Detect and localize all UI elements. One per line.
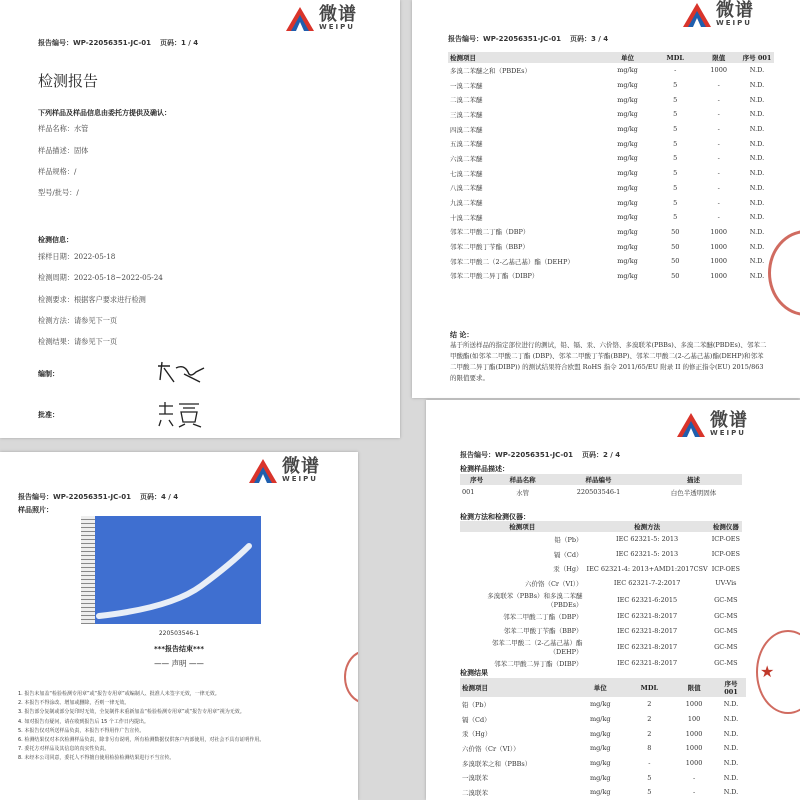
confirm-note: 下列样品及样品信息由委托方提供及确认： xyxy=(38,109,171,117)
cell: N.D. xyxy=(749,213,765,222)
cell: 5 xyxy=(673,198,678,207)
sample-photo xyxy=(81,516,261,624)
cell: IEC 62321-8:2017 xyxy=(617,626,678,635)
cell: - xyxy=(717,139,720,148)
cell: IEC 62321-7-2:2017 xyxy=(613,579,681,588)
col-mdl: MDL xyxy=(653,52,697,63)
table-row xyxy=(448,195,774,210)
cell: 镉（Cd） xyxy=(553,550,583,559)
col-no: 序号 xyxy=(460,474,493,485)
table-row xyxy=(460,726,746,741)
col-name: 样品名称 xyxy=(493,474,552,485)
method-heading: 检测方法和检测仪器： xyxy=(460,513,530,521)
cell: mg/kg xyxy=(617,227,638,236)
conclusion-label: 结 论： xyxy=(450,331,474,339)
cell: - xyxy=(717,154,720,163)
test-requirement: 检测要求：根据客户要求进行检测 xyxy=(38,295,146,304)
cell: IEC 62321-6:2015 xyxy=(617,595,678,604)
cell: mg/kg xyxy=(589,773,611,782)
cell: N.D. xyxy=(749,81,765,90)
report-header xyxy=(448,34,608,44)
cell: 十溴二苯醚 xyxy=(450,213,483,222)
weipu-logo xyxy=(682,2,754,28)
cell: 二溴二苯醚 xyxy=(450,96,483,105)
report-header xyxy=(18,492,178,502)
cell: 1000 xyxy=(710,271,727,280)
weipu-logo-icon xyxy=(682,2,712,28)
cell: N.D. xyxy=(749,257,765,266)
method-table xyxy=(460,521,742,671)
logo-en: WEIPU xyxy=(282,475,318,483)
cell: 220503546-1 xyxy=(576,488,621,497)
col-sample: 序号 001 xyxy=(716,678,746,697)
table-row xyxy=(460,656,742,671)
logo-cn: 微谱 xyxy=(716,0,754,21)
cell: 50 xyxy=(671,257,680,266)
table-row xyxy=(448,92,774,107)
col-sample: 序号 001 xyxy=(740,52,774,63)
cell: mg/kg xyxy=(617,110,638,119)
cell: mg/kg xyxy=(617,81,638,90)
statement-note: 8. 未经本公司同意，委托人不得擅自使用检验检测结果进行不当宣传。 xyxy=(18,755,175,762)
cell: 50 xyxy=(671,227,680,236)
cell: UV-Vis xyxy=(715,579,737,588)
cell: 1000 xyxy=(710,66,727,75)
cell: mg/kg xyxy=(617,183,638,192)
cell: IEC 62321-8:2017 xyxy=(617,643,678,652)
cell: 5 xyxy=(673,110,678,119)
cell: GC-MS xyxy=(714,659,738,668)
report-number: 报告编号：WP-22056351-JC-01 xyxy=(38,39,152,47)
cell: N.D. xyxy=(749,154,765,163)
cell: 铅（Pb） xyxy=(462,700,491,709)
cell: ICP-OES xyxy=(711,564,740,573)
cell: 1000 xyxy=(710,257,727,266)
cell: N.D. xyxy=(749,271,765,280)
sampling-date: 採样日期：2022-05-18 xyxy=(38,252,116,261)
sample-heading: 检测样品描述： xyxy=(460,465,509,473)
cell: 5 xyxy=(673,169,678,178)
cell: mg/kg xyxy=(589,744,611,753)
results-table-pbde xyxy=(448,52,774,283)
report-number: 报告编号：WP-22056351-JC-01 xyxy=(460,451,574,459)
statement-note: 3. 报告部分复制或部分复印时无效，全复制件未重新加盖“检验检测专用章”或“报告专用章”视为无效。 xyxy=(18,709,245,716)
cell: N.D. xyxy=(723,773,739,782)
page-title: 检测报告 xyxy=(38,72,99,90)
col-item: 检测项目 xyxy=(460,678,574,697)
cell: 汞（Hg） xyxy=(462,730,492,739)
cell: GC-MS xyxy=(714,643,738,652)
cell: IEC 62321-4: 2013+AMD1:2017CSV xyxy=(586,564,708,573)
cell: mg/kg xyxy=(617,271,638,280)
cell: 2 xyxy=(647,729,652,738)
test-period: 检测周期：2022-05-18~2022-05-24 xyxy=(38,273,163,282)
table-row xyxy=(460,485,742,500)
model-batch: 型号/批号：/ xyxy=(38,188,79,197)
weipu-logo xyxy=(248,458,320,484)
table-row xyxy=(448,122,774,137)
cell: 1000 xyxy=(710,242,727,251)
cell: 邻苯二甲酸二（2-乙基己基）酯（DEHP） xyxy=(450,257,574,266)
table-row xyxy=(460,741,746,756)
tube-image xyxy=(81,516,261,624)
cell: 50 xyxy=(671,271,680,280)
weipu-logo-icon xyxy=(285,6,315,32)
test-result: 检测结果：请参见下一页 xyxy=(38,337,118,346)
cell: 五溴二苯醚 xyxy=(450,140,483,149)
cell: mg/kg xyxy=(617,154,638,163)
cell: 邻苯二甲酸二丁酯（DBP） xyxy=(450,228,530,237)
report-header xyxy=(460,450,620,460)
statement-note: 2. 本报告不得涂改、增加或删除，否则一律无效。 xyxy=(18,700,130,707)
info-heading: 检测信息： xyxy=(38,236,73,244)
weipu-logo-icon xyxy=(676,412,706,438)
table-row xyxy=(460,561,742,576)
cell: 5 xyxy=(673,154,678,163)
cell: 邻苯二甲酸丁苄酯（BBP） xyxy=(503,627,583,636)
col-method: 检测方法 xyxy=(585,521,710,532)
cell: mg/kg xyxy=(617,95,638,104)
col-unit: 单位 xyxy=(602,52,653,63)
cell: - xyxy=(648,759,651,768)
cell: N.D. xyxy=(749,110,765,119)
table-row xyxy=(448,166,774,181)
report-number: 报告编号：WP-22056351-JC-01 xyxy=(18,493,132,501)
cell: 5 xyxy=(647,788,652,797)
cell: - xyxy=(674,66,677,75)
table-row xyxy=(448,78,774,93)
cell: 一溴联苯 xyxy=(462,774,488,783)
table-header-row xyxy=(460,474,742,485)
col-limit: 限值 xyxy=(672,678,716,697)
table-row xyxy=(460,697,746,712)
table-row xyxy=(448,151,774,166)
table-row xyxy=(448,136,774,151)
cell: 5 xyxy=(673,183,678,192)
page-number: 页码：3 / 4 xyxy=(569,35,609,43)
cell: N.D. xyxy=(723,700,739,709)
page-number: 页码：4 / 4 xyxy=(139,493,179,501)
cell: 四溴二苯醚 xyxy=(450,125,483,134)
table-row xyxy=(460,609,742,624)
cell: N.D. xyxy=(749,198,765,207)
cell: - xyxy=(717,169,720,178)
statement-notes xyxy=(18,690,338,764)
cell: 六溴二苯醚 xyxy=(450,154,483,163)
cell: - xyxy=(692,788,696,797)
cell: 邻苯二甲酸二（2-乙基己基）酯（DEHP） xyxy=(491,639,583,657)
table-row xyxy=(460,623,742,638)
logo-en: WEIPU xyxy=(710,429,746,437)
cell: N.D. xyxy=(723,715,739,724)
cell: N.D. xyxy=(749,227,765,236)
cell: 100 xyxy=(687,715,701,724)
cell: 1000 xyxy=(710,227,727,236)
cell: 九溴二苯醚 xyxy=(450,199,483,208)
report-number: 报告编号：WP-22056351-JC-01 xyxy=(448,35,562,43)
cell: 白色半透明固体 xyxy=(670,488,717,497)
cell: 一溴二苯醚 xyxy=(450,81,483,90)
cell: IEC 62321-8:2017 xyxy=(617,659,678,668)
cell: 5 xyxy=(673,139,678,148)
cell: 1000 xyxy=(685,700,703,709)
cell: 5 xyxy=(673,95,678,104)
cell: 邻苯二甲酸二异丁酯（DIBP） xyxy=(450,272,539,281)
col-mdl: MDL xyxy=(627,678,673,697)
report-header xyxy=(38,38,198,48)
cell: N.D. xyxy=(723,744,739,753)
cell: mg/kg xyxy=(617,66,638,75)
table-row xyxy=(448,63,774,78)
cell: - xyxy=(717,125,720,134)
cell: mg/kg xyxy=(589,715,611,724)
table-row xyxy=(448,181,774,196)
table-row xyxy=(460,576,742,591)
table-row xyxy=(460,756,746,771)
cell: mg/kg xyxy=(617,213,638,222)
cell: 1000 xyxy=(685,744,703,753)
col-id: 样品编号 xyxy=(552,474,645,485)
table-header-row xyxy=(460,521,742,532)
cell: - xyxy=(717,110,720,119)
cell: IEC 62321-5: 2013 xyxy=(616,535,679,544)
table-row xyxy=(448,107,774,122)
page-number: 页码：2 / 4 xyxy=(581,451,621,459)
approver-signature xyxy=(155,400,205,428)
table-row xyxy=(460,712,746,727)
report-page-2 xyxy=(426,400,800,800)
cell: mg/kg xyxy=(589,700,611,709)
logo-en: WEIPU xyxy=(319,23,355,31)
cell: 多溴联苯（PBBs）和多溴二苯醚（PBDEs） xyxy=(487,591,583,609)
statement-heading: —— 声明 —— xyxy=(154,659,204,668)
cell: 二溴联苯 xyxy=(462,788,488,797)
cell: - xyxy=(717,198,720,207)
cell: 5 xyxy=(647,773,652,782)
sample-spec: 样品规格：/ xyxy=(38,167,77,176)
cell: 水管 xyxy=(516,488,530,497)
logo-cn: 微谱 xyxy=(710,410,748,431)
col-desc: 描述 xyxy=(645,474,742,485)
cell: 三溴二苯醚 xyxy=(450,110,483,119)
cell: 8 xyxy=(647,744,652,753)
table-row xyxy=(448,210,774,225)
photo-heading: 样品照片： xyxy=(18,506,53,514)
stamp-star-icon: ★ xyxy=(760,662,775,681)
cell: N.D. xyxy=(749,169,765,178)
table-row xyxy=(460,770,746,785)
cell: 50 xyxy=(671,242,680,251)
cell: mg/kg xyxy=(617,198,638,207)
table-row xyxy=(448,239,774,254)
table-row xyxy=(448,254,774,269)
table-row xyxy=(460,785,746,800)
compiler-signature xyxy=(150,358,210,386)
sample-desc: 样品描述：固体 xyxy=(38,146,89,155)
results-table-metals xyxy=(460,678,746,800)
cell: 多溴二苯醚之和（PBDEs） xyxy=(450,66,531,75)
table-row xyxy=(460,638,742,656)
cell: mg/kg xyxy=(617,169,638,178)
cell: IEC 62321-8:2017 xyxy=(617,612,678,621)
statement-note: 4. 如对报告有疑问，请在收到报告后 15 个工作日内提出。 xyxy=(18,718,149,725)
cell: N.D. xyxy=(749,125,765,134)
cell: mg/kg xyxy=(589,729,611,738)
cell: mg/kg xyxy=(589,788,611,797)
cell: N.D. xyxy=(749,66,765,75)
cell: 邻苯二甲酸丁苄酯（BBP） xyxy=(450,243,529,252)
col-item: 检测项目 xyxy=(460,521,585,532)
cell: - xyxy=(717,183,720,192)
cell: mg/kg xyxy=(617,242,638,251)
table-header-row xyxy=(448,52,774,63)
cell: 5 xyxy=(673,213,678,222)
cell: ICP-OES xyxy=(711,535,740,544)
cell: 六价铬（Cr（VI）） xyxy=(462,744,520,753)
statement-note: 1. 报告未加盖“检验检测专用章”或“报告专用章”或编制人、批准人未签字无效，一律无效。 xyxy=(18,691,220,697)
weipu-logo xyxy=(676,412,748,438)
table-row xyxy=(460,591,742,609)
cell: 七溴二苯醚 xyxy=(450,169,483,178)
cell: 邻苯二甲酸二丁酯（DBP） xyxy=(503,612,583,621)
cell: 1000 xyxy=(685,759,703,768)
cell: N.D. xyxy=(723,759,739,768)
col-limit: 限值 xyxy=(697,52,740,63)
cell: N.D. xyxy=(723,729,739,738)
approved-label: 批准： xyxy=(38,411,59,419)
cell: 汞（Hg） xyxy=(553,565,583,574)
cell: ICP-OES xyxy=(711,550,740,559)
sample-name: 样品名称：水管 xyxy=(38,124,89,133)
cell: 镉（Cd） xyxy=(462,715,491,724)
cell: - xyxy=(717,213,720,222)
cell: mg/kg xyxy=(617,125,638,134)
statement-note: 6. 检测结果仅对本次检测样品负责，除非另有说明，所有检测数据仅供客户内部使用，对社会不具有证明作用。 xyxy=(18,737,265,744)
report-page-1 xyxy=(0,0,400,438)
cell: - xyxy=(717,81,720,90)
cell: mg/kg xyxy=(617,139,638,148)
cell: GC-MS xyxy=(714,612,738,621)
cell: N.D. xyxy=(749,139,765,148)
col-item: 检测项目 xyxy=(448,52,602,63)
cell: N.D. xyxy=(749,95,765,104)
cell: - xyxy=(717,95,720,104)
logo-cn: 微谱 xyxy=(319,4,357,25)
weipu-logo-icon xyxy=(248,458,278,484)
cell: 邻苯二甲酸二异丁酯（DIBP） xyxy=(494,659,583,668)
cell: mg/kg xyxy=(617,257,638,266)
page-number: 页码：1 / 4 xyxy=(159,39,199,47)
table-header-row xyxy=(460,678,746,697)
cell: 八溴二苯醚 xyxy=(450,184,483,193)
statement-note: 5. 本报告仅对所送样品负责，本报告不得用作广告宣传。 xyxy=(18,727,145,734)
cell: 5 xyxy=(673,81,678,90)
photo-caption: 220503546-1 xyxy=(158,630,200,637)
cell: 六价铬（Cr（VI）） xyxy=(524,579,583,588)
statement-note: 7. 委托方对样品及其信息的真实性负责。 xyxy=(18,746,110,753)
table-row xyxy=(448,225,774,240)
report-end: ***报告结束*** xyxy=(154,645,204,653)
weipu-logo xyxy=(285,6,357,32)
cell: GC-MS xyxy=(714,595,738,604)
cell: 5 xyxy=(673,125,678,134)
table-row xyxy=(448,269,774,284)
conclusion-text: 基于所送样品的指定部位进行的测试，铅、镉、汞、六价铬、多溴联苯(PBBs)、多溴二苯醚(PBDEs)、邻苯二甲酸酯(如邻苯二甲酸二丁酯 (DBP)、邻苯二甲酸丁苄酯(BBP)、邻苯二甲酸二(2-乙基己基)酯(DEHP)和邻苯二甲酸二异丁酯(DIBP)) 的测试结果符合欧盟 RoHS 指令 2011/65/EU 附录 II 的修正指令(EU) 2015/863 的限值要求。 xyxy=(450,341,767,382)
table-row xyxy=(460,532,742,547)
table-row xyxy=(460,547,742,562)
cell: mg/kg xyxy=(589,759,611,768)
cell: - xyxy=(692,773,696,782)
cell: 1000 xyxy=(685,729,703,738)
cell: N.D. xyxy=(749,242,765,251)
sample-table xyxy=(460,474,742,500)
report-page-4 xyxy=(0,452,358,800)
report-page-3 xyxy=(412,0,800,398)
logo-en: WEIPU xyxy=(716,19,752,27)
test-method: 检测方法：请参见下一页 xyxy=(38,316,118,325)
cell: IEC 62321-5: 2013 xyxy=(616,550,679,559)
cell: GC-MS xyxy=(714,626,738,635)
cell: N.D. xyxy=(749,183,765,192)
logo-cn: 微谱 xyxy=(282,456,320,477)
col-unit: 单位 xyxy=(574,678,627,697)
cell: 2 xyxy=(647,700,652,709)
cell: 铅（Pb） xyxy=(554,535,583,544)
col-instrument: 检测仪器 xyxy=(710,521,742,532)
cell: N.D. xyxy=(723,788,739,797)
result-heading: 检测结果 xyxy=(460,669,488,677)
cell: 001 xyxy=(462,488,475,497)
cell: 2 xyxy=(647,715,652,724)
compiled-label: 编制： xyxy=(38,370,59,378)
cell: 多溴联苯之和（PBBs） xyxy=(462,759,532,768)
